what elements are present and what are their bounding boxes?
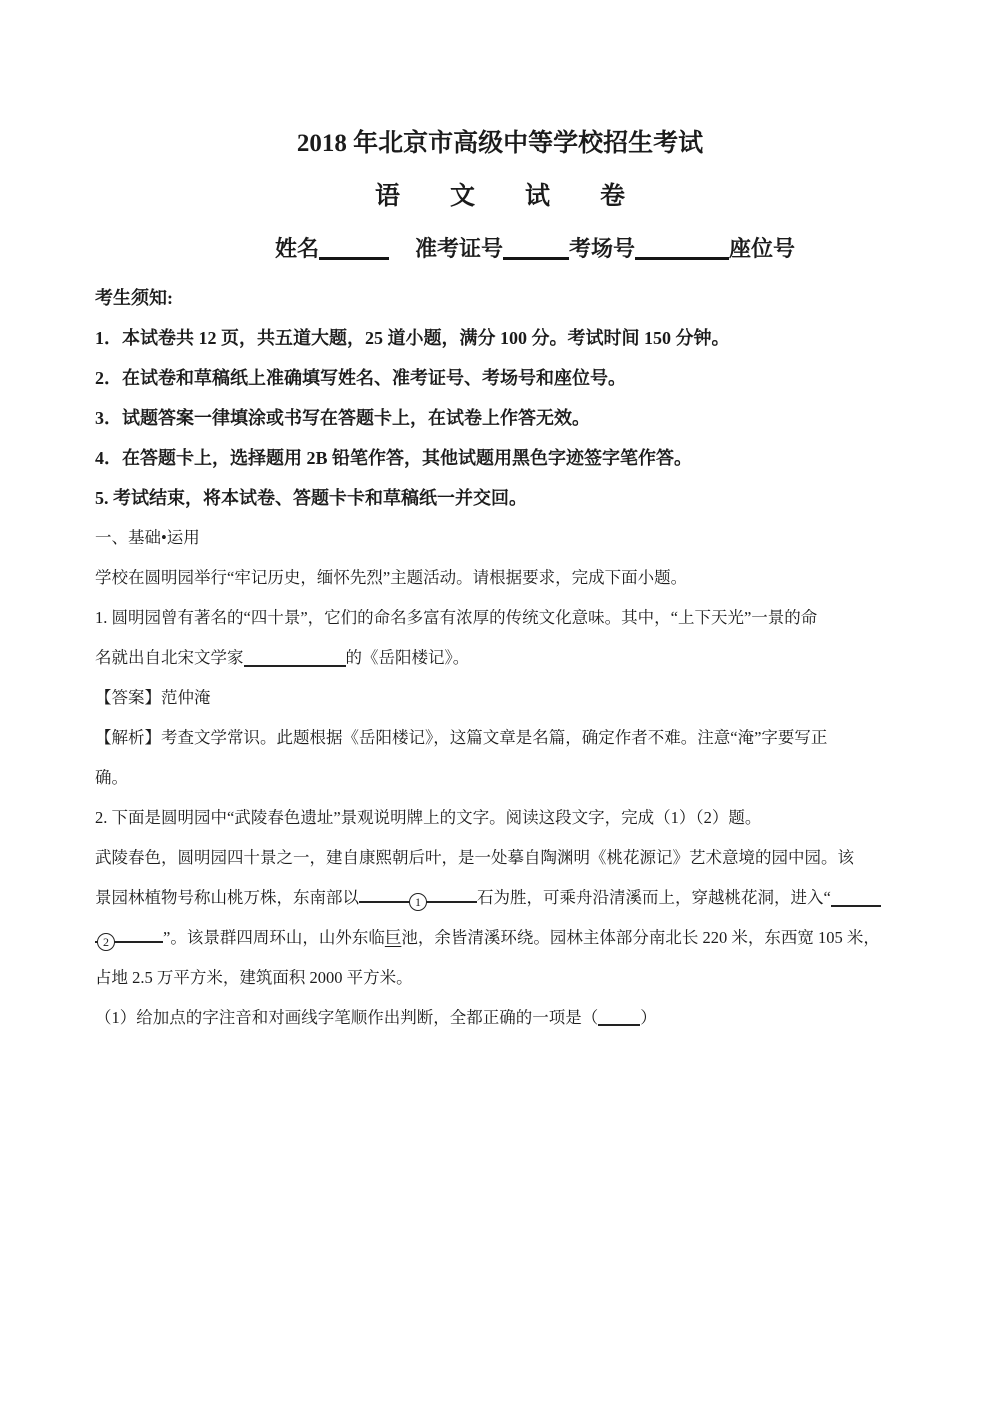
passage-blank-2-start: [831, 886, 881, 907]
question-1-text-before-blank: 名就出自北宋文学家: [95, 648, 244, 667]
passage-line-2: [95, 878, 905, 918]
passage-text-before-blank1: 景园林植物号称山桃万株，东南部以: [95, 888, 359, 907]
passage-text-after-blank1: 石为胜，可乘舟沿清溪而上，穿越桃花洞，进入“: [477, 888, 831, 907]
subject-title: 语 文 试 卷: [374, 183, 625, 210]
answer-text: 范仲淹: [161, 688, 211, 707]
question-2-intro: 2. 下面是圆明园中“武陵春色遗址”景观说明牌上的文字。阅读这段文字，完成（1）（2）题。: [95, 808, 762, 827]
analysis-text-1: 考查文学常识。此题根据《岳阳楼记》，这篇文章是名篇，确定作者不难。注意“淹”字要写正: [161, 728, 828, 747]
analysis-label: 【解析】: [95, 728, 161, 747]
room-label: 考场号: [569, 236, 636, 261]
passage-blank-1: [359, 882, 477, 909]
question-1-text-after-blank: 的《岳阳楼记》。: [345, 648, 470, 667]
circled-number-2: 2: [97, 933, 115, 951]
section-heading: 一、基础•运用: [95, 528, 200, 547]
sub-question-1-text: （1）给加点的字注音和对画线字笔顺作出判断，全都正确的一项是（: [95, 1008, 599, 1027]
passage-blank-2-end: [95, 922, 163, 949]
passage-text-line3-rest: 池，余皆清溪环绕。园林主体部分南北长 220 米，东西宽 105 米，: [401, 928, 880, 947]
notice-item-5: 5. 考试结束，将本试卷、答题卡卡和草稿纸一并交回。: [95, 488, 527, 508]
circled-number-1: 1: [409, 893, 427, 911]
passage-line-3: [95, 918, 905, 958]
analysis-line-1: [95, 718, 905, 758]
analysis-line-2: 确。: [95, 768, 128, 787]
notice-heading: 考生须知:: [95, 288, 173, 308]
name-label: 姓名: [274, 236, 319, 261]
seat-label: 座位号: [729, 236, 796, 261]
notice-item-3: 3．试题答案一律填涂或书写在答题卡上，在试卷上作答无效。: [95, 408, 590, 428]
exam-title: 2018 年北京市高级中等学校招生考试: [296, 130, 704, 157]
answer-label: 【答案】: [95, 688, 161, 707]
room-blank: [635, 235, 729, 260]
name-blank: [319, 235, 389, 260]
sub-question-1-close-paren: ）: [640, 1008, 657, 1027]
question-1-answer-blank: [244, 646, 346, 667]
passage-line-4: 占地 2.5 万平方米，建筑面积 2000 平方米。: [95, 968, 413, 987]
ticket-blank: [503, 235, 569, 260]
sub-question-1-answer-blank: [598, 1005, 640, 1026]
section-intro: 学校在圆明园举行“牢记历史，缅怀先烈”主题活动。请根据要求，完成下面小题。: [95, 568, 688, 587]
underlined-character: 巨: [384, 928, 402, 947]
notice-item-4: 4．在答题卡上，选择题用 2B 铅笔作答，其他试题用黑色字迹签字笔作答。: [95, 448, 693, 468]
passage-text-after-blank2: ”。该景群四周环山，山外东临: [163, 928, 385, 947]
answer-line: [95, 678, 905, 718]
sub-question-1: [95, 998, 905, 1038]
notice-item-1: 1．本试卷共 12 页，共五道大题，25 道小题，满分 100 分。考试时间 150 分钟。: [95, 328, 730, 348]
question-1-line-1: 1. 圆明园曾有著名的“四十景”，它们的命名多富有浓厚的传统文化意味。其中，“上下天光”一景的命: [95, 608, 818, 627]
candidate-fields-line: [95, 235, 905, 263]
passage-line-1: 武陵春色，圆明园四十景之一，建自康熙朝后叶，是一处摹自陶渊明《桃花源记》艺术意境的园中园。该: [95, 848, 854, 867]
notice-item-2: 2．在试卷和草稿纸上准确填写姓名、准考证号、考场号和座位号。: [95, 368, 626, 388]
question-1-line-2: [95, 638, 905, 678]
ticket-label: 准考证号: [414, 236, 503, 261]
